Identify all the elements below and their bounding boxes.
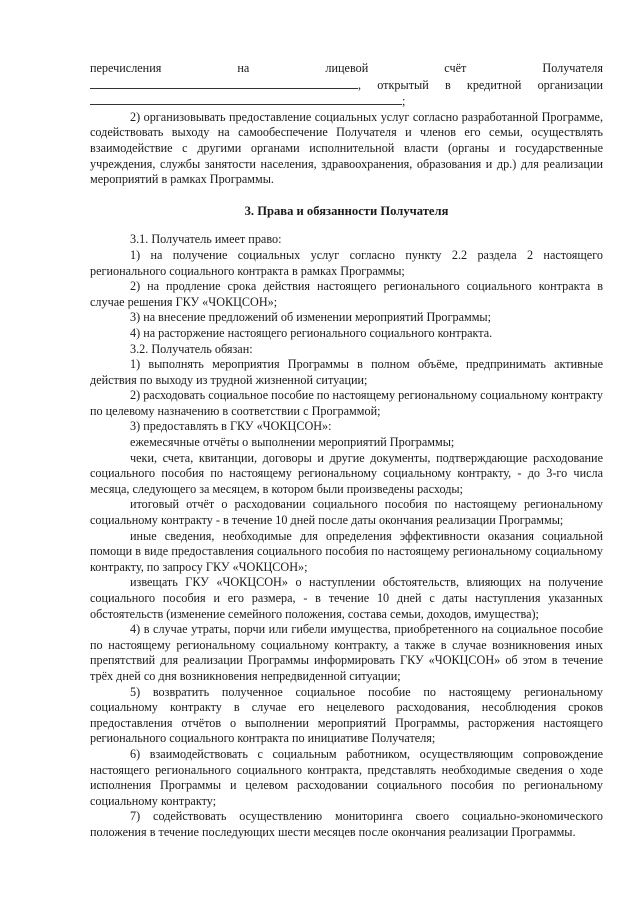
paragraph: 2) расходовать социальное пособие по настоящему региональному социальному контракту по целевому назначению в соответствии с Программой;: [90, 388, 603, 418]
paragraph: извещать ГКУ «ЧОКЦСОН» о наступлении обстоятельств, влияющих на получение социального пособия и его размера, - в течение 10 дней с даты наступления указанных обстоятельств (изменение семейного положения, состава семьи, доходов, имущества);: [90, 575, 603, 621]
intro-line-3: [90, 93, 603, 110]
paragraph: 3) на внесение предложений об изменении мероприятий Программы;: [130, 310, 491, 325]
paragraph: 3) предоставлять в ГКУ «ЧОКЦСОН»:: [130, 419, 332, 434]
intro-line-2: [90, 77, 603, 94]
paragraph: 2) организовывать предоставление социальных услуг согласно разработанной Программе, содействовать выходу на самообеспечение Получателя и членов его семьи, осуществлять взаимодействие с другими органами исполнительной власти (органы и государственные учреждения, службы занятости населения, здравоохранения, образования и др.) для реализации мероприятий в рамках Программы.: [90, 109, 603, 187]
paragraph: 2) на продление срока действия настоящего регионального социального контракта в случае решения ГКУ «ЧОКЦСОН»;: [90, 279, 603, 309]
intro-word: счёт: [444, 61, 467, 75]
account-blank: [90, 77, 358, 89]
paragraph: 1) на получение социальных услуг согласно пункту 2.2 раздела 2 настоящего регионального социального контракта в рамках Программы;: [90, 247, 603, 278]
paragraph: 7) содействовать осуществлению мониторинга своего социально-экономического положения в течение последующих шести месяцев после окончания реализации Программы.: [90, 809, 603, 839]
intro-line-3-end: ;: [402, 94, 406, 109]
section-heading: 3. Права и обязанности Получателя: [244, 203, 449, 218]
intro-word: на: [237, 61, 250, 75]
intro-word: перечисления: [90, 61, 162, 75]
intro-word: лицевой: [325, 61, 369, 75]
paragraph: 3.2. Получатель обязан:: [130, 341, 253, 356]
paragraph: 4) на расторжение настоящего регионального социального контракта.: [130, 325, 493, 340]
bank-blank: [90, 93, 402, 105]
intro-word: Получателя: [542, 61, 603, 75]
document-page: [90, 61, 603, 841]
intro-line-2-text: , открытый в кредитной организации: [358, 77, 603, 92]
paragraph: иные сведения, необходимые для определения эффективности оказания социальной помощи в виде предоставления социального пособия по настоящему региональному социальному контракту, по запросу ГКУ «ЧОКЦСОН»;: [90, 528, 603, 574]
paragraph: чеки, счета, квитанции, договоры и другие документы, подтверждающие расходование социального пособия по настоящему региональному социальному контракту, - до 3-го числа месяца, следующего за месяцем, в котором были произведены расходы;: [90, 450, 603, 496]
paragraph: 1) выполнять мероприятия Программы в полном объёме, предпринимать активные действия по выходу из трудной жизненной ситуации;: [90, 357, 603, 387]
paragraph: 5) возвратить полученное социальное пособие по настоящему региональному социальному контракту в случае его нецелевого расходования, несоблюдения сроков предоставления отчётов о выполнении мероприятий Программы, расторжения настоящего регионального социального контракта по инициативе Получателя;: [90, 684, 603, 746]
paragraph: итоговый отчёт о расходовании социального пособия по настоящему региональному социальному контракту - в течение 10 дней после даты окончания реализации Программы;: [90, 497, 603, 528]
paragraph: ежемесячные отчёты о выполнении мероприятий Программы;: [130, 435, 455, 450]
paragraph: 4) в случае утраты, порчи или гибели имущества, приобретенного на социальное пособие по настоящему региональному социальному контракту, а также в случае возникновения иных препятствий для реализации Программы информировать ГКУ «ЧОКЦСОН» об этом в течение трёх дней со дня возникновения непредвиденной ситуации;: [90, 622, 603, 683]
intro-line-1: [90, 61, 603, 77]
paragraph: 3.1. Получатель имеет право:: [130, 232, 282, 247]
paragraph: 6) взаимодействовать с социальным работником, осуществляющим сопровождение настоящего регионального социального контракта, представлять необходимые сведения о ходе исполнения Программы и целевом расходовании социального пособия по региональному социальному контракту;: [90, 746, 603, 808]
